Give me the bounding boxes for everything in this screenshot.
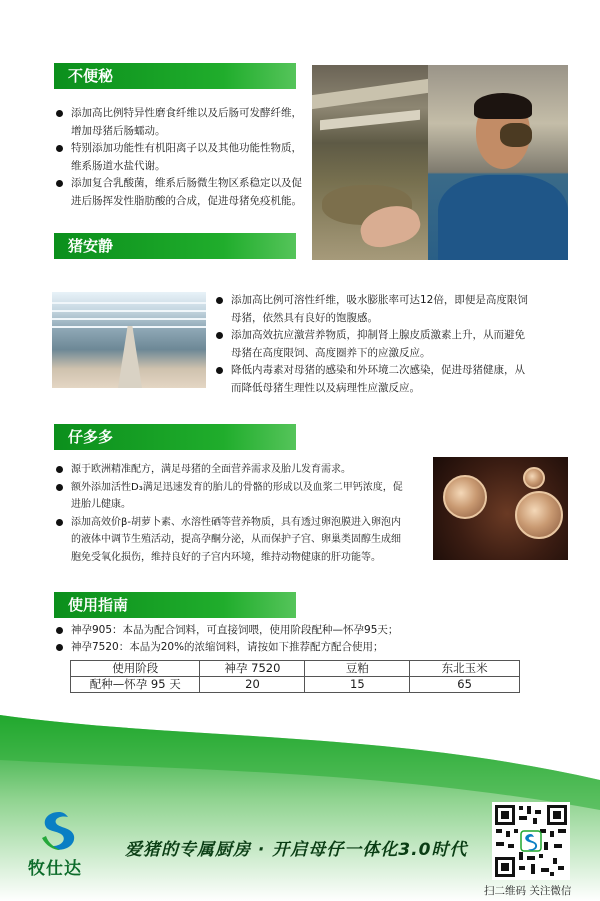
table-row [71,677,520,693]
table-header-cell: 东北玉米 [410,661,520,677]
section-header-constipation [54,63,296,89]
table-header-cell: 豆粕 [305,661,410,677]
constipation-list [55,105,310,210]
usage-list [55,622,525,656]
list-item: 源于欧洲精准配方，满足母猪的全面营养需求及胎儿发育需求。 [55,461,435,479]
list-item: 添加高效抗应激营养物质，抑制肾上腺皮质激素上升，从而避免 母猪在高度限饲、高度圈养下的应激反应。 [215,327,545,362]
section-title: 使用指南 [68,596,129,614]
list-item: 神孕7520：本品为20%的浓缩饲料，请按如下推荐配方配合使用； [55,639,525,656]
qr-code-icon[interactable] [492,802,570,880]
table-header-row [71,661,520,677]
section-title: 不便秘 [68,67,114,85]
table-cell: 配种—怀孕 95 天 [71,677,200,693]
list-item: 添加复合乳酸菌，维系后肠微生物区系稳定以及促 进后肠挥发性脂肪酸的合成，促进母猪免疫机能。 [55,175,310,210]
usage-table [70,660,520,693]
section-title: 仔多多 [68,428,114,446]
table-header-cell: 使用阶段 [71,661,200,677]
table-cell: 15 [305,677,410,693]
list-item: 添加高比例特异性磨食纤维以及后肠可发酵纤维， 增加母猪后肠蠕动。 [55,105,310,140]
calm-list [215,292,545,397]
piglets-list [55,461,435,566]
section-header-usage [54,592,296,618]
list-item: 添加高效价β-胡萝卜素、水溶性硒等营养物质，具有透过卵泡膜进入卵泡内 的液体中调节生殖活动，提高孕酮分泌，从而保护子宫、卵巢类固醇生成细 胞免受氧化损伤，维持良好的子宫内环境，维持动物健康的肝功能等。 [55,514,435,567]
embryo-microscope-photo [433,457,568,560]
list-item: 降低内毒素对母猪的感染和外环境二次感染，促进母猪健康，从 而降低母猪生理性以及病理性应激反应。 [215,362,545,397]
man-tasting-feed-photo [428,65,568,260]
table-cell: 20 [200,677,305,693]
brand-name: 牧仕达 [28,859,82,879]
list-item: 特别添加功能性有机阳离子以及其他功能性物质， 维系肠道水盐代谢。 [55,140,310,175]
list-item: 添加高比例可溶性纤维，吸水膨胀率可达12倍，即便是高度限饲 母猪，依然具有良好的饱腹感。 [215,292,545,327]
table-header-cell: 神孕 7520 [200,661,305,677]
brand-logo-icon [36,810,82,854]
section-title: 猪安静 [68,237,114,255]
list-item: 额外添加活性D₃满足迅速发育的胎儿的骨骼的形成以及血浆二甲钙浓度，促 进胎儿健康。 [55,479,435,514]
table-cell: 65 [410,677,520,693]
pig-barn-photo [52,292,206,388]
section-header-calm [54,233,296,259]
section-header-piglets [54,424,296,450]
feed-trough-photo [312,65,428,260]
list-item: 神孕905：本品为配合饲料，可直接饲喂，使用阶段配种—怀孕95天； [55,622,525,639]
slogan: 爱猪的专属厨房 · 开启母仔一体化3.0时代 [125,840,468,860]
qr-caption: 扫二维码 关注微信 [484,885,572,897]
